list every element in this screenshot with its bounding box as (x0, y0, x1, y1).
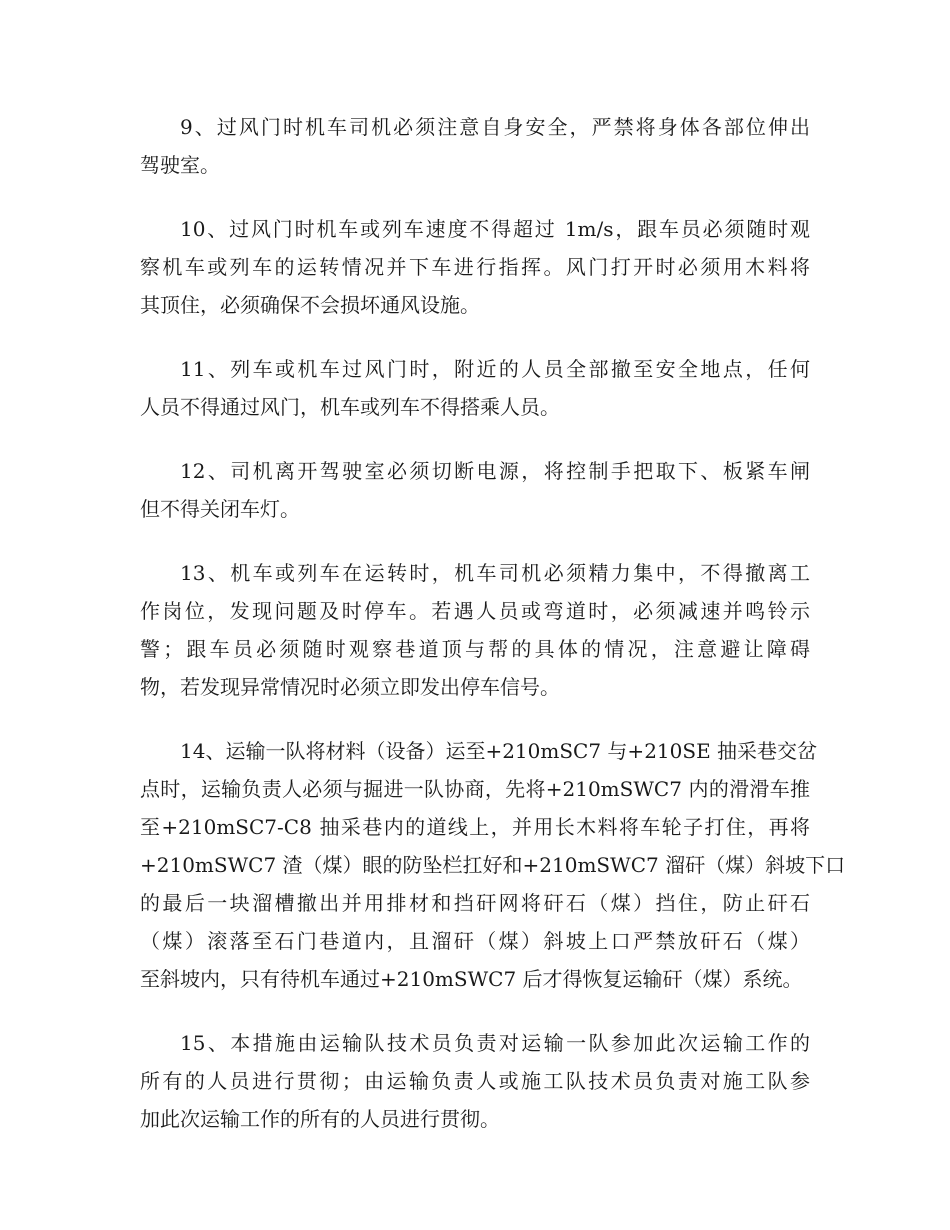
paragraph-line: 警；跟车员必须随时观察巷道顶与帮的具体的情况，注意避让障碍 (140, 637, 810, 661)
paragraph-line: 12、司机离开驾驶室必须切断电源，将控制手把取下、板紧车闸 (180, 459, 810, 483)
paragraph-item-14 (140, 732, 846, 998)
paragraph-line: （煤）滚落至石门巷道内，且溜矸（煤）斜坡上口严禁放矸石（煤） (140, 929, 810, 953)
paragraph-line: 至斜坡内，只有待机车通过+210mSWC7 后才得恢复运输矸（煤）系统。 (140, 967, 803, 991)
paragraph-line: 13、机车或列车在运转时，机车司机必须精力集中，不得撤离工 (180, 561, 810, 585)
paragraph-line: 的最后一块溜槽撤出并用排材和挡矸网将矸石（煤）挡住，防止矸石 (140, 891, 810, 915)
paragraph-item-9 (140, 108, 810, 184)
paragraph-line: 察机车或列车的运转情况并下车进行指挥。风门打开时必须用木料将 (140, 255, 810, 279)
paragraph-line: 11、列车或机车过风门时，附近的人员全部撤至安全地点，任何 (180, 357, 810, 381)
paragraph-line: 15、本措施由运输队技术员负责对运输一队参加此次运输工作的 (180, 1031, 810, 1055)
paragraph-line: 作岗位，发现问题及时停车。若遇人员或弯道时，必须减速并鸣铃示 (140, 599, 810, 623)
paragraph-line: 14、运输一队将材料（设备）运至+210mSC7 与+210SE 抽采巷交岔 (180, 739, 818, 763)
paragraph-item-15 (140, 1024, 810, 1138)
paragraph-line: 至+210mSC7-C8 抽采巷内的道线上，并用长木料将车轮子打住，再将 (140, 815, 810, 839)
paragraph-line: 人员不得通过风门，机车或列车不得搭乘人员。 (140, 395, 560, 419)
paragraph-line: +210mSWC7 渣（煤）眼的防坠栏扛好和+210mSWC7 溜矸（煤）斜坡下口 (140, 853, 846, 877)
paragraph-line: 10、过风门时机车或列车速度不得超过 1m/s，跟车员必须随时观 (180, 217, 810, 241)
paragraph-line: 所有的人员进行贯彻；由运输负责人或施工队技术员负责对施工队参 (140, 1069, 810, 1093)
paragraph-line: 9、过风门时机车司机必须注意自身安全，严禁将身体各部位伸出 (180, 115, 810, 139)
paragraph-line: 点时，运输负责人必须与掘进一队协商，先将+210mSWC7 内的滑滑车推 (140, 777, 810, 801)
paragraph-line: 物，若发现异常情况时必须立即发出停车信号。 (140, 675, 560, 699)
paragraph-item-11 (140, 350, 810, 426)
paragraph-item-13 (140, 554, 810, 706)
paragraph-line: 驾驶室。 (140, 153, 220, 177)
paragraph-item-10 (140, 210, 810, 324)
paragraph-line: 但不得关闭车灯。 (140, 497, 300, 521)
paragraph-line: 其顶住，必须确保不会损坏通风设施。 (140, 293, 480, 317)
paragraph-line: 加此次运输工作的所有的人员进行贯彻。 (140, 1107, 500, 1131)
document-body (140, 108, 846, 1164)
paragraph-item-12 (140, 452, 810, 528)
